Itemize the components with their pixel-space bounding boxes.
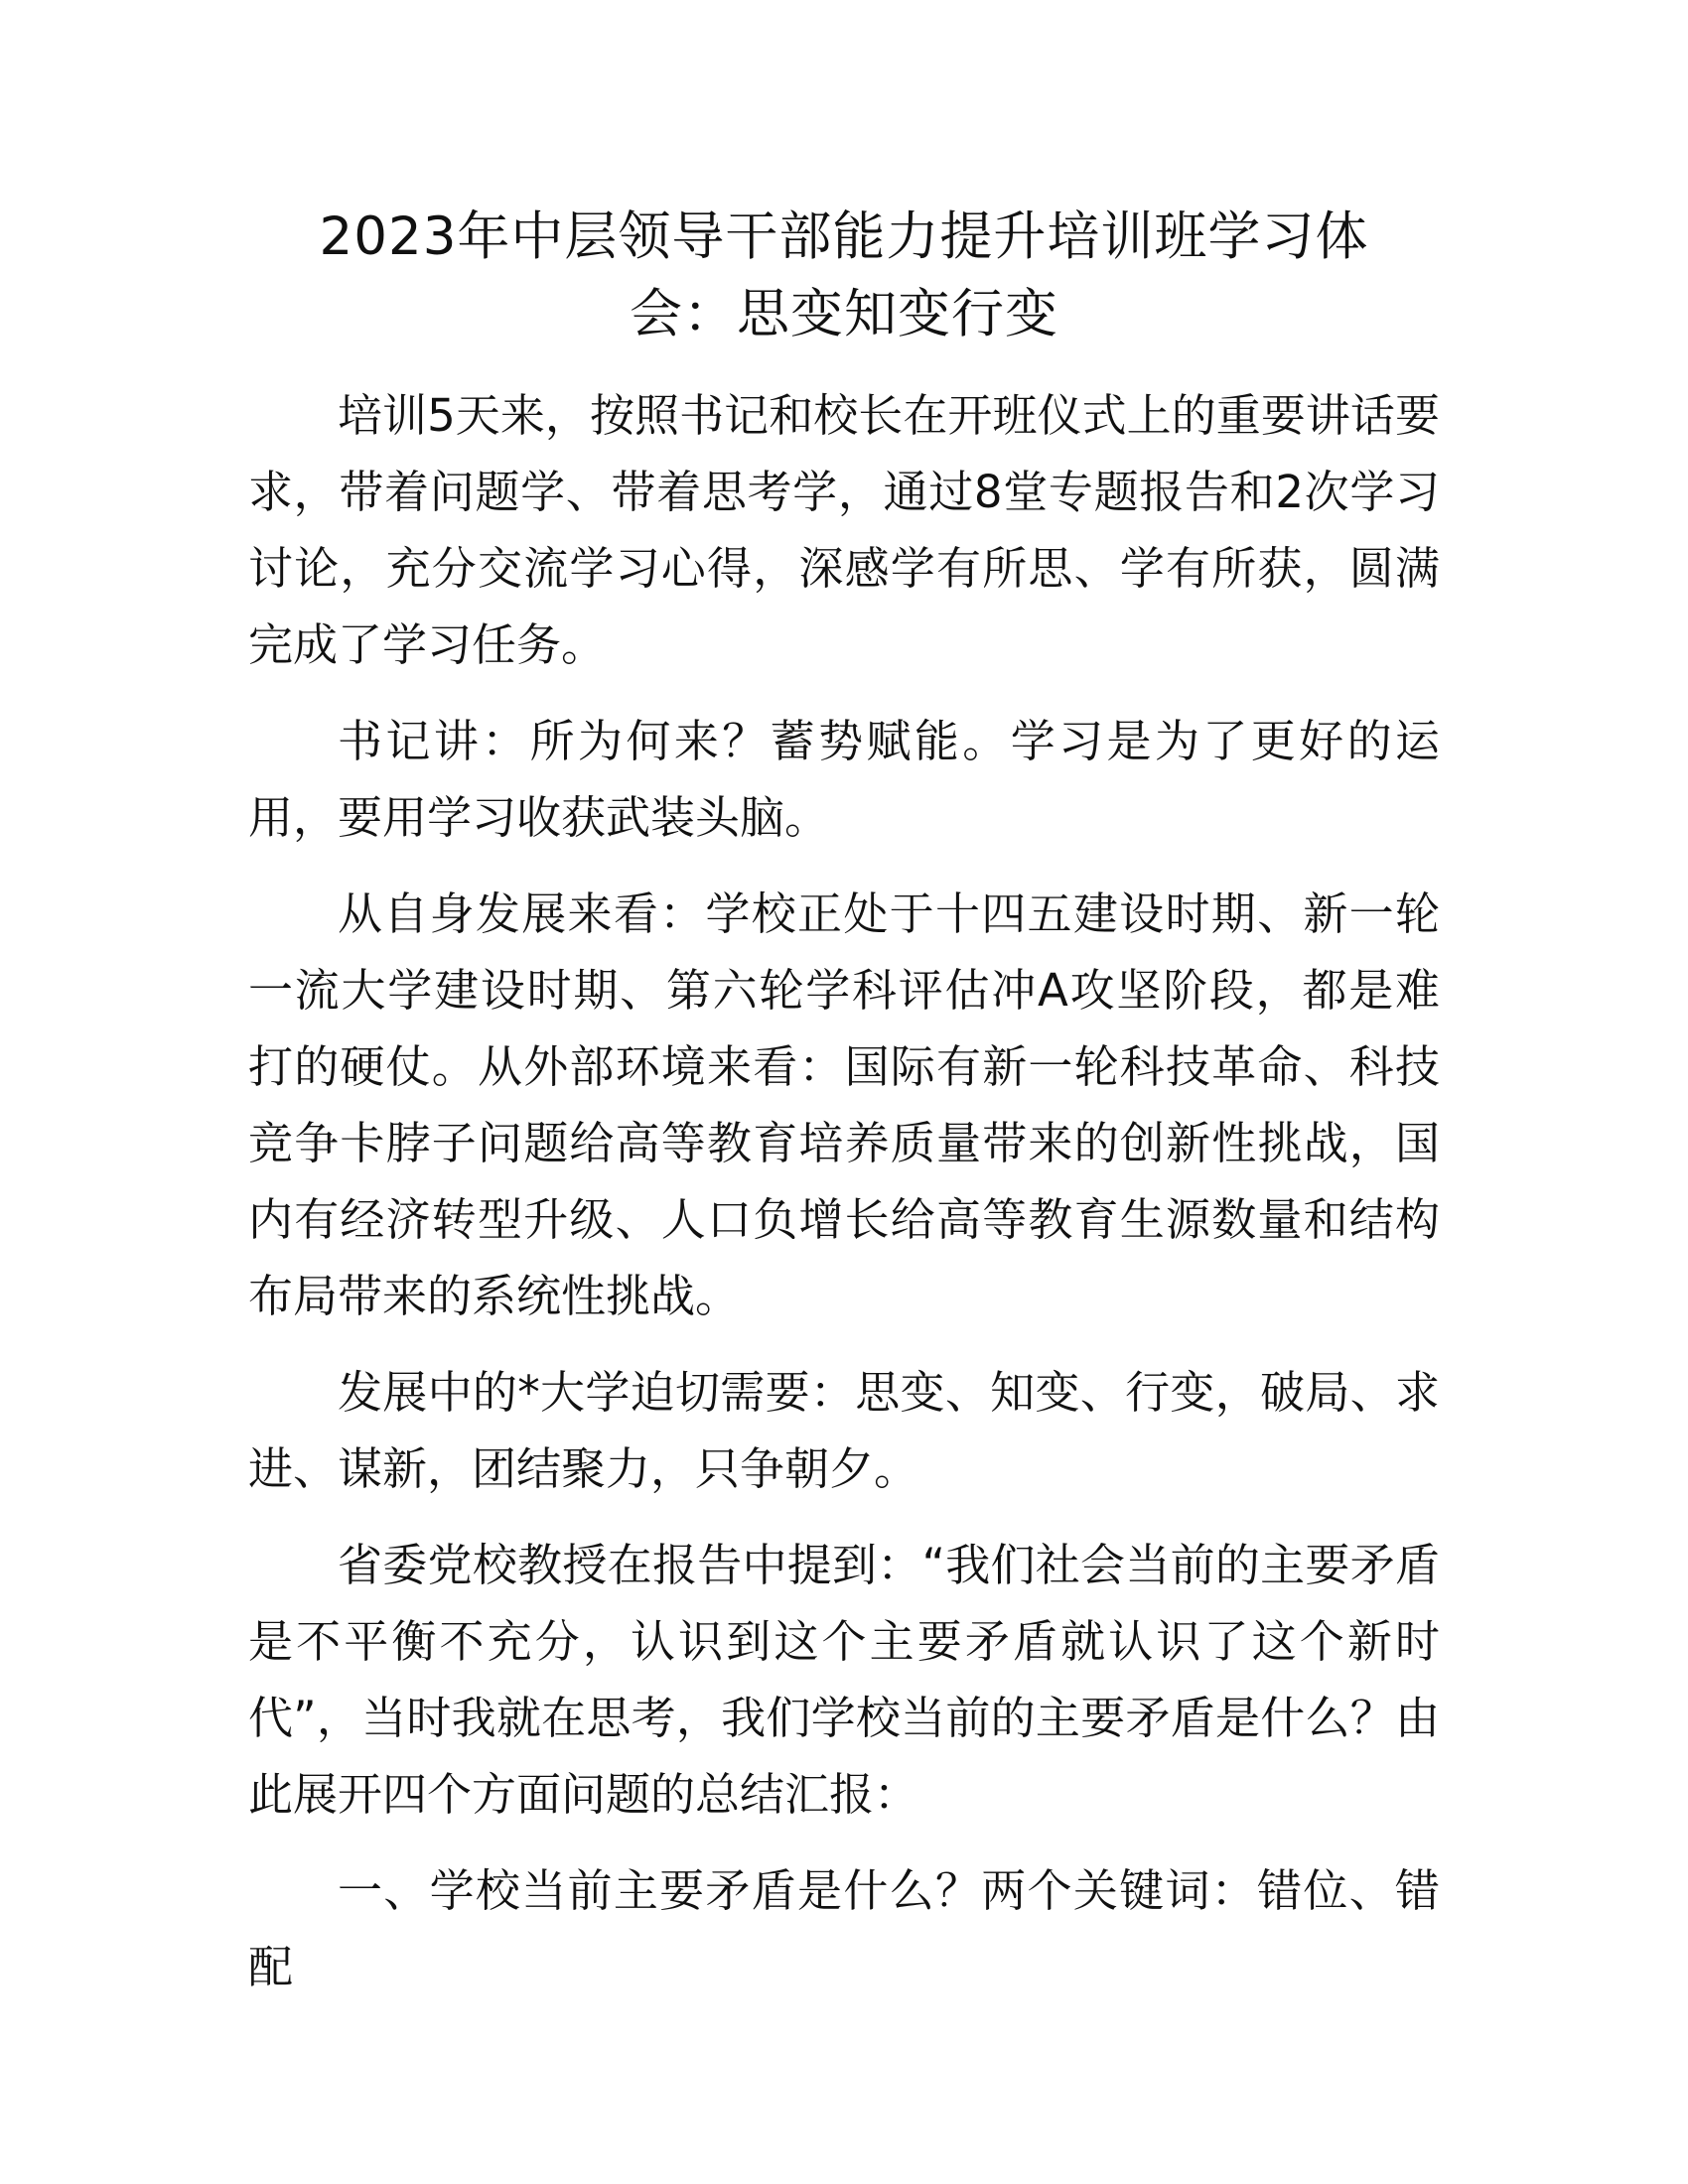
paragraph-training-summary: 培训5天来，按照书记和校长在开班仪式上的重要讲话要求，带着问题学、带着思考学，通过8堂专题报告和2次学习讨论，充分交流学习心得，深感学有所思、学有所获，圆满完成了学习任务。 xyxy=(248,389,1440,671)
paragraph-development-context: 从自身发展来看：学校正处于十四五建设时期、新一轮一流大学建设时期、第六轮学科评估冲A攻坚阶段，都是难打的硬仗。从外部环境来看：国际有新一轮科技革命、科技竞争卡脖子问题给高等教育培养质量带来的创新性挑战，国内有经济转型升级、人口负增长给高等教育生源数量和结构布局带来的系统性挑战。 xyxy=(248,887,1440,1322)
paragraph-secretary-remarks: 书记讲：所为何来？蓄势赋能。学习是为了更好的运用，要用学习收获武装头脑。 xyxy=(248,715,1440,844)
document-title xyxy=(248,199,1440,353)
title-line-1: 2023年中层领导干部能力提升培训班学习体 xyxy=(319,206,1369,267)
paragraph-university-needs: 发展中的*大学迫切需要：思变、知变、行变，破局、求进、谋新，团结聚力，只争朝夕。 xyxy=(248,1366,1440,1495)
document-body xyxy=(248,377,1440,2025)
section-heading-1: 一、学校当前主要矛盾是什么？两个关键词：错位、错配 xyxy=(248,1864,1440,1993)
paragraph-professor-report: 省委党校教授在报告中提到：“我们社会当前的主要矛盾是不平衡不充分，认识到这个主要矛盾就认识了这个新时代”，当时我就在思考，我们学校当前的主要矛盾是什么？由此展开四个方面问题的总结汇报： xyxy=(248,1539,1440,1821)
title-line-2: 会：思变知变行变 xyxy=(630,284,1058,344)
